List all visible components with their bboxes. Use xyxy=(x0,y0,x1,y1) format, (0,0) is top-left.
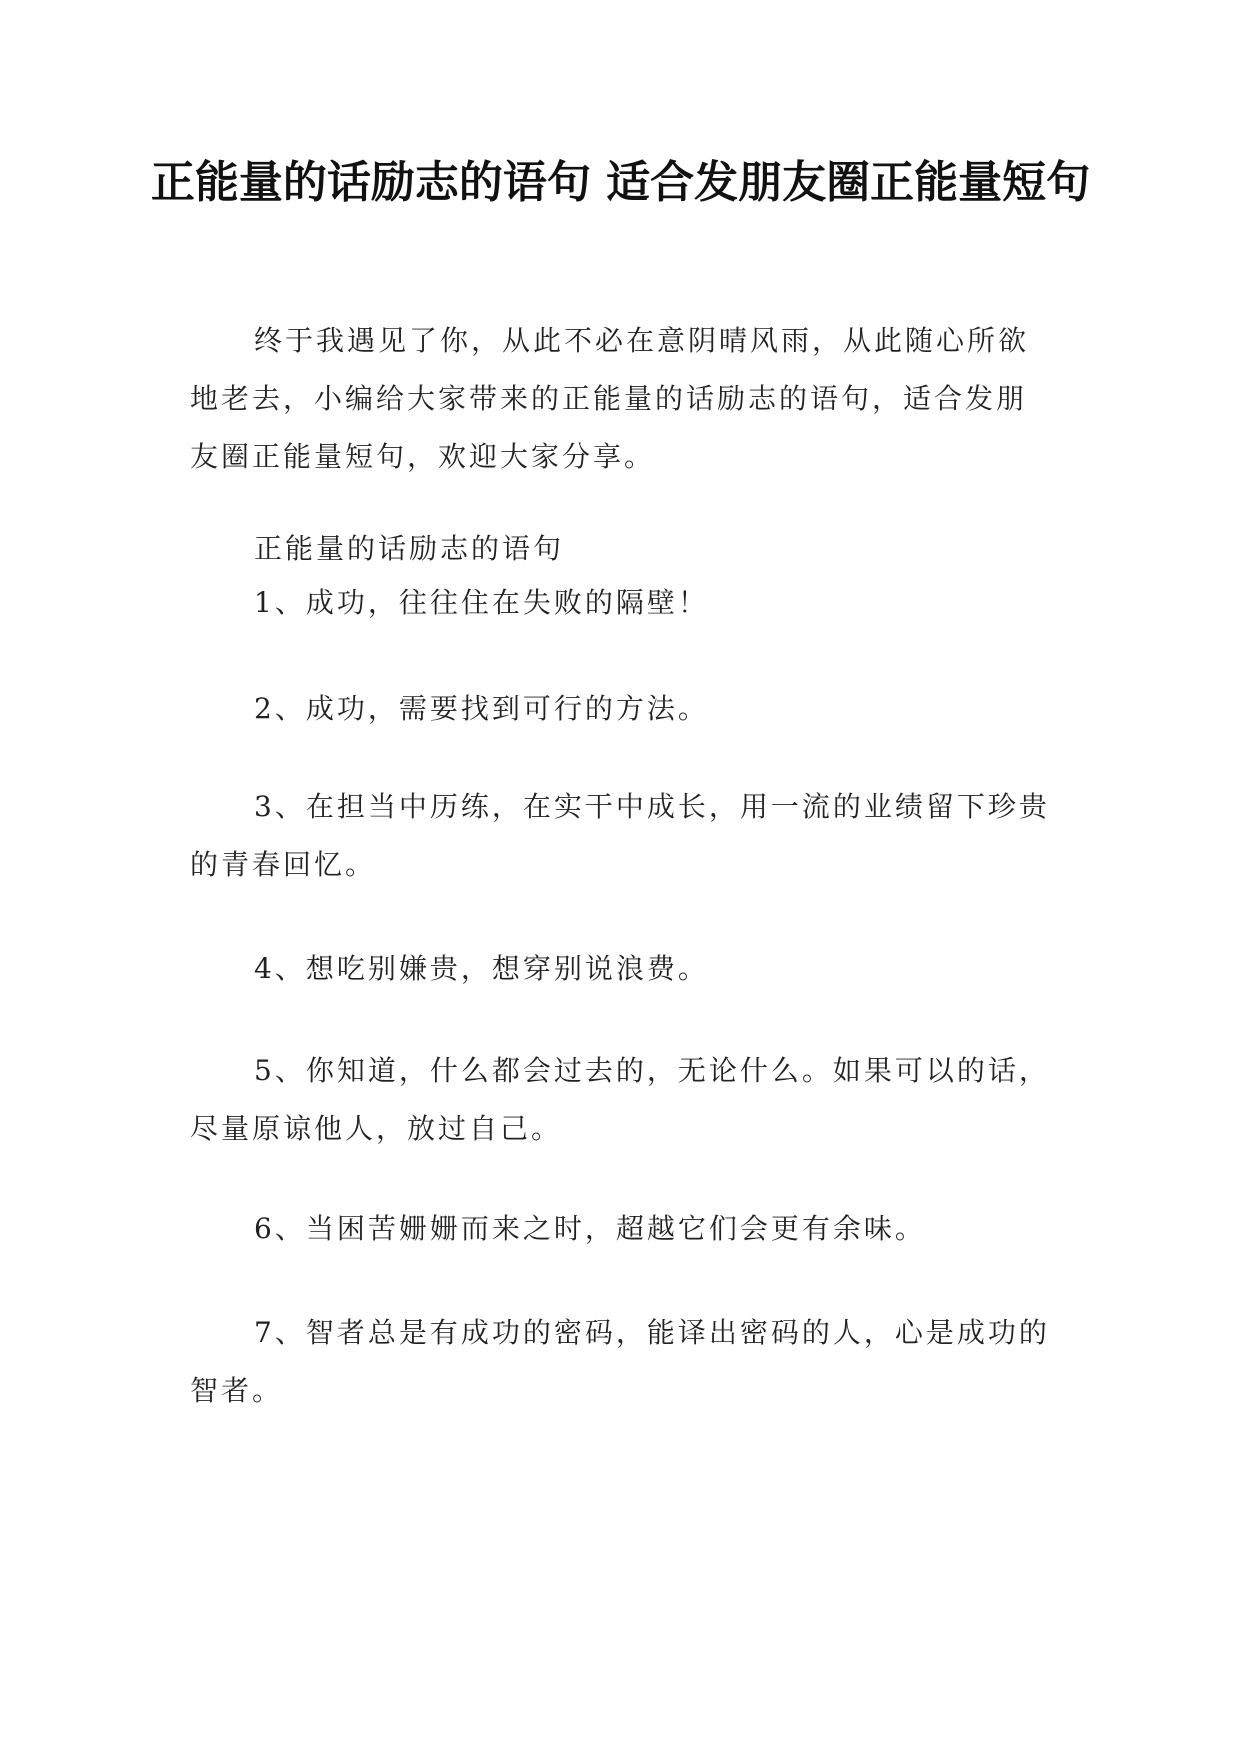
list-item: 1、成功，往往住在失败的隔壁！ xyxy=(254,586,709,619)
list-item: 2、成功，需要找到可行的方法。 xyxy=(254,692,709,725)
intro-paragraph: 终于我遇见了你，从此不必在意阴晴风雨，从此随心所欲地老去，小编给大家带来的正能量的话励志的语句，适合发朋友圈正能量短句，欢迎大家分享。 xyxy=(190,324,1030,473)
list-item: 4、想吃别嫌贵，想穿别说浪费。 xyxy=(254,952,709,985)
list-item: 5、你知道，什么都会过去的，无论什么。如果可以的话，尽量原谅他人，放过自己。 xyxy=(190,1054,1050,1145)
list-item: 3、在担当中历练，在实干中成长，用一流的业绩留下珍贵的青春回忆。 xyxy=(190,790,1050,881)
list-item: 7、智者总是有成功的密码，能译出密码的人，心是成功的智者。 xyxy=(190,1316,1050,1407)
list-item: 6、当困苦姗姗而来之时，超越它们会更有余味。 xyxy=(254,1212,926,1245)
section-heading: 正能量的话励志的语句 xyxy=(254,532,565,565)
document-title: 正能量的话励志的语句 适合发朋友圈正能量短句 xyxy=(150,157,1091,208)
